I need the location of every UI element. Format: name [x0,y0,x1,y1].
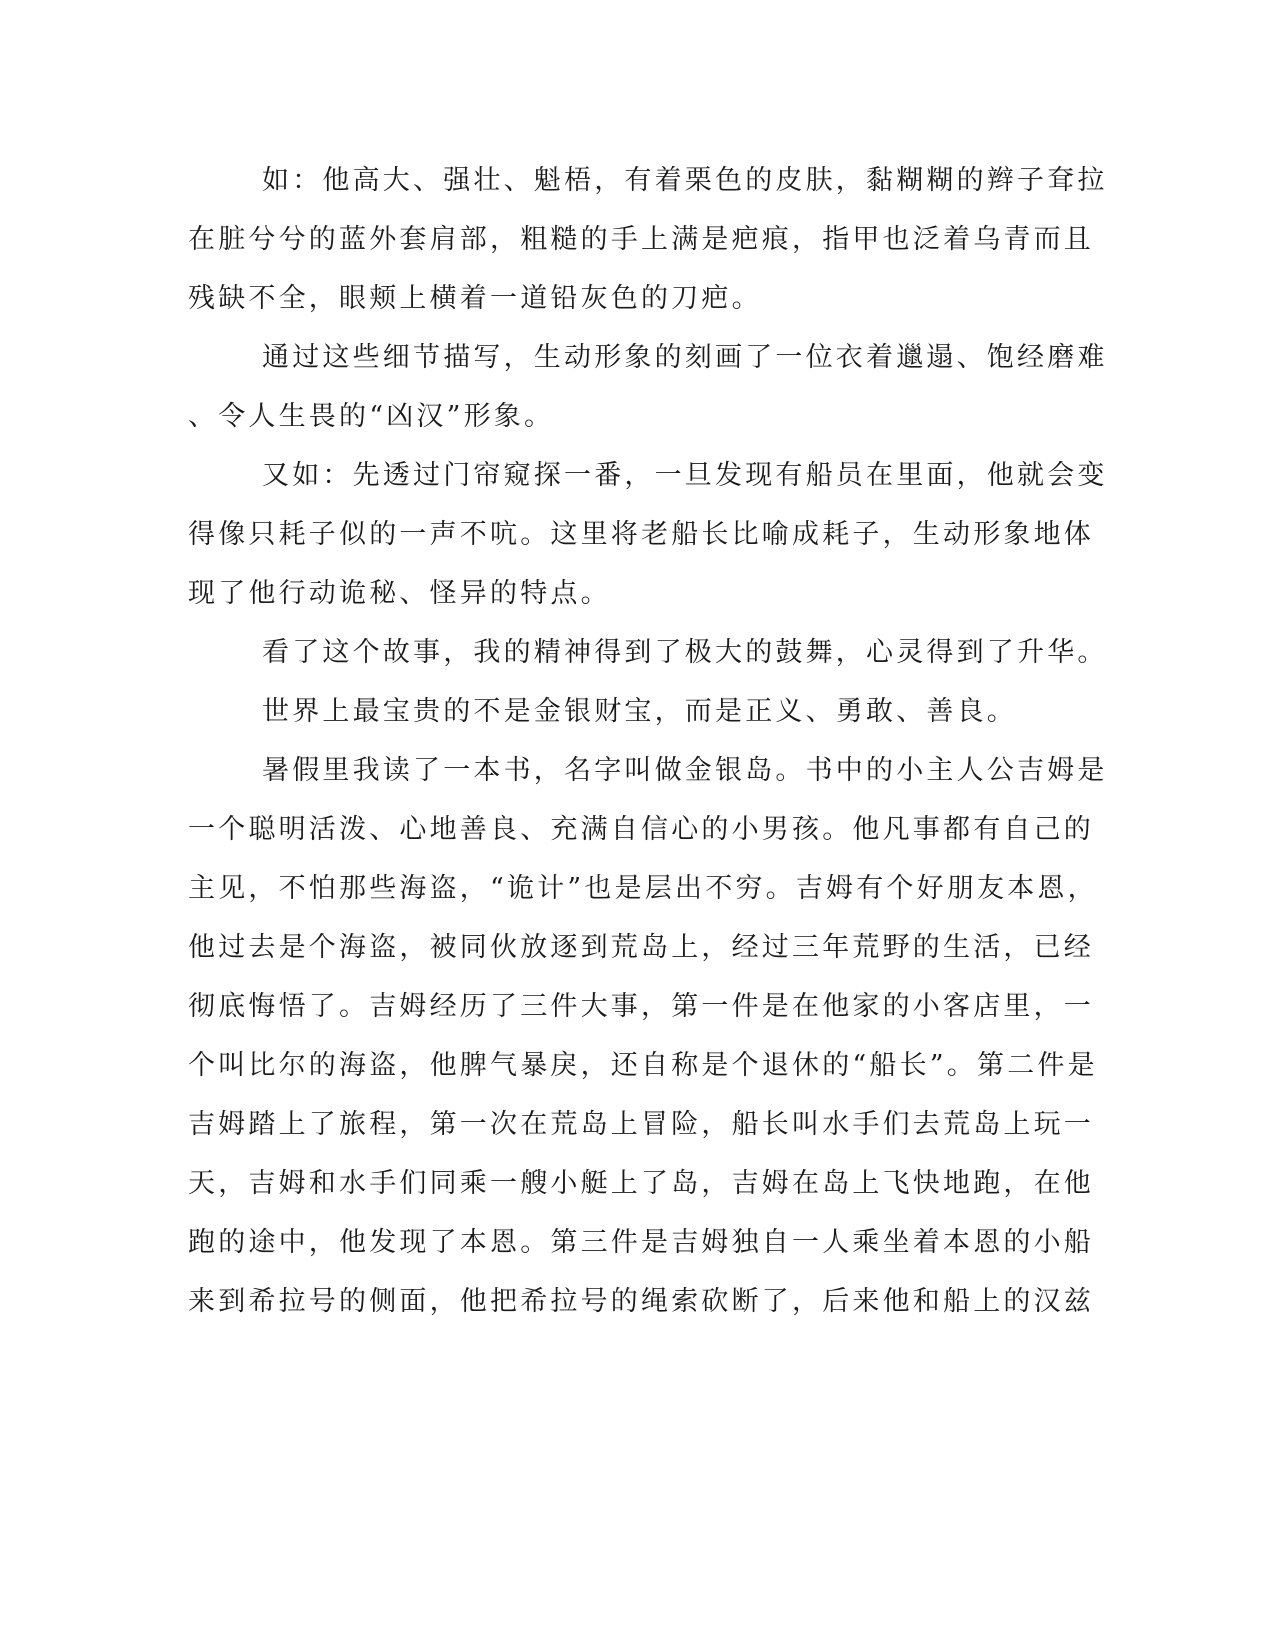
text-line: 个叫比尔的海盗，他脾气暴戾，还自称是个退休的“船长”。第二件是 [188,1050,1098,1081]
text-line: 在脏兮兮的蓝外套肩部，粗糙的手上满是疤痕，指甲也泛着乌青而且 [188,224,1094,255]
text-line: 主见，不怕那些海盗，“诡计”也是层出不穷。吉姆有个好朋友本恩， [188,873,1098,904]
text-line: 来到希拉号的侧面，他把希拉号的绳索砍断了，后来他和船上的汉兹 [188,1286,1094,1317]
text-line: 得像只耗子似的一声不吭。这里将老船长比喻成耗子，生动形象地体 [188,519,1094,550]
text-line: 他过去是个海盗，被同伙放逐到荒岛上，经过三年荒野的生活，已经 [188,932,1094,963]
text-line: 残缺不全，眼颊上横着一道铅灰色的刀疤。 [188,283,762,314]
text-line: 又如：先透过门帘窥探一番，一旦发现有船员在里面，他就会变 [262,460,1108,491]
text-line: 一个聪明活泼、心地善良、充满自信心的小男孩。他凡事都有自己的 [188,814,1094,845]
text-line: 、令人生畏的“凶汉”形象。 [188,401,555,432]
text-line: 如：他高大、强壮、魁梧，有着栗色的皮肤，黏糊糊的辫子耷拉 [262,165,1108,196]
text-line: 天，吉姆和水手们同乘一艘小艇上了岛，吉姆在岛上飞快地跑，在他 [188,1168,1094,1199]
text-line: 吉姆踏上了旅程，第一次在荒岛上冒险，船长叫水手们去荒岛上玩一 [188,1109,1094,1140]
text-line: 跑的途中，他发现了本恩。第三件是吉姆独自一人乘坐着本恩的小船 [188,1227,1094,1258]
text-line: 彻底悔悟了。吉姆经历了三件大事，第一件是在他家的小客店里，一 [188,991,1094,1022]
text-line: 现了他行动诡秘、怪异的特点。 [188,578,611,609]
text-line: 通过这些细节描写，生动形象的刻画了一位衣着邋遢、饱经磨难 [262,342,1108,373]
text-line: 看了这个故事，我的精神得到了极大的鼓舞，心灵得到了升华。 [262,637,1108,668]
text-line: 世界上最宝贵的不是金银财宝，而是正义、勇敢、善良。 [262,696,1017,727]
text-line: 暑假里我读了一本书，名字叫做金银岛。书中的小主人公吉姆是 [262,755,1108,786]
